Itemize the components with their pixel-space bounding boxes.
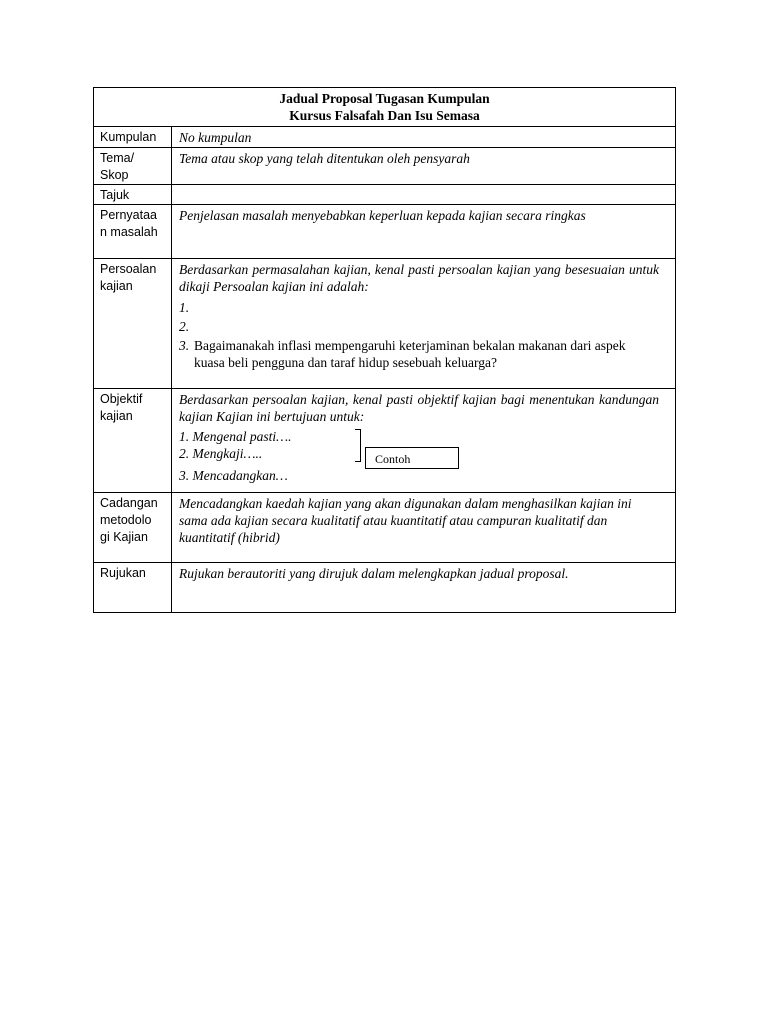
label-objektif-line-2: kajian xyxy=(100,409,133,423)
proposal-table xyxy=(93,87,676,613)
value-rujukan: Rujukan berautoriti yang dirujuk dalam melengkapkan jadual proposal. xyxy=(172,563,676,613)
row-persoalan xyxy=(94,259,676,389)
value-objektif xyxy=(172,389,676,493)
value-tema: Tema atau skop yang telah ditentukan oleh pensyarah xyxy=(172,148,676,185)
label-persoalan-line-2: kajian xyxy=(100,279,133,293)
title-row xyxy=(94,88,676,127)
label-cadangan-line-2: metodolo xyxy=(100,513,152,527)
persoalan-item-2: 2. xyxy=(179,319,190,334)
label-kumpulan: Kumpulan xyxy=(94,127,172,148)
label-cadangan-line-1: Cadangan xyxy=(100,496,158,510)
objektif-intro: Berdasarkan persoalan kajian, kenal pasti objektif kajian bagi menentukan kandungan kajian Kajian ini bertujuan untuk: xyxy=(179,392,660,424)
label-tajuk: Tajuk xyxy=(94,185,172,205)
label-cadangan xyxy=(94,493,172,563)
label-rujukan: Rujukan xyxy=(94,563,172,613)
table-title xyxy=(94,88,676,127)
value-pernyataan: Penjelasan masalah menyebabkan keperluan kepada kajian secara ringkas xyxy=(172,205,676,259)
label-tema-line-2: Skop xyxy=(100,168,129,182)
objektif-item-2: 2. Mengkaji….. xyxy=(179,446,263,461)
value-kumpulan: No kumpulan xyxy=(172,127,676,148)
label-pernyataan-line-1: Pernyataa xyxy=(100,208,157,222)
value-persoalan xyxy=(172,259,676,389)
title-line-1: Jadual Proposal Tugasan Kumpulan xyxy=(279,91,490,106)
label-tema-line-1: Tema/ xyxy=(100,151,135,165)
persoalan-item-3-number: 3. xyxy=(179,338,190,353)
label-objektif-line-1: Objektif xyxy=(100,392,143,406)
row-rujukan xyxy=(94,563,676,613)
contoh-callout-box: Contoh xyxy=(365,447,459,469)
persoalan-item-1: 1. xyxy=(179,300,190,315)
label-objektif xyxy=(94,389,172,493)
row-pernyataan xyxy=(94,205,676,259)
row-tajuk xyxy=(94,185,676,205)
label-persoalan-line-1: Persoalan xyxy=(100,262,157,276)
objektif-item-3: 3. Mencadangkan… xyxy=(179,468,288,483)
bracket-shape xyxy=(355,429,361,462)
label-cadangan-line-3: gi Kajian xyxy=(100,530,148,544)
value-cadangan: Mencadangkan kaedah kajian yang akan digunakan dalam menghasilkan kajian ini sama ada kajian secara kualitatif atau kuantitatif atau campuran kualitatif dan kuantitatif (hibrid) xyxy=(172,493,676,563)
row-kumpulan xyxy=(94,127,676,148)
persoalan-item-3-text: Bagaimanakah inflasi mempengaruhi keterjaminan bekalan makanan dari aspek kuasa beli pengguna dan taraf hidup sesebuah keluarga? xyxy=(194,338,626,370)
label-persoalan xyxy=(94,259,172,389)
objektif-list xyxy=(179,428,659,484)
value-tajuk xyxy=(172,185,676,205)
title-line-2: Kursus Falsafah Dan Isu Semasa xyxy=(289,108,480,123)
label-pernyataan xyxy=(94,205,172,259)
label-pernyataan-line-2: n masalah xyxy=(100,225,158,239)
row-tema xyxy=(94,148,676,185)
row-objektif xyxy=(94,389,676,493)
row-cadangan xyxy=(94,493,676,563)
persoalan-intro: Berdasarkan permasalahan kajian, kenal pasti persoalan kajian yang besesuaian untuk dikaji Persoalan kajian ini adalah: xyxy=(179,262,660,294)
objektif-item-1: 1. Mengenal pasti…. xyxy=(179,429,292,444)
label-tema xyxy=(94,148,172,185)
persoalan-item-3 xyxy=(179,337,659,371)
